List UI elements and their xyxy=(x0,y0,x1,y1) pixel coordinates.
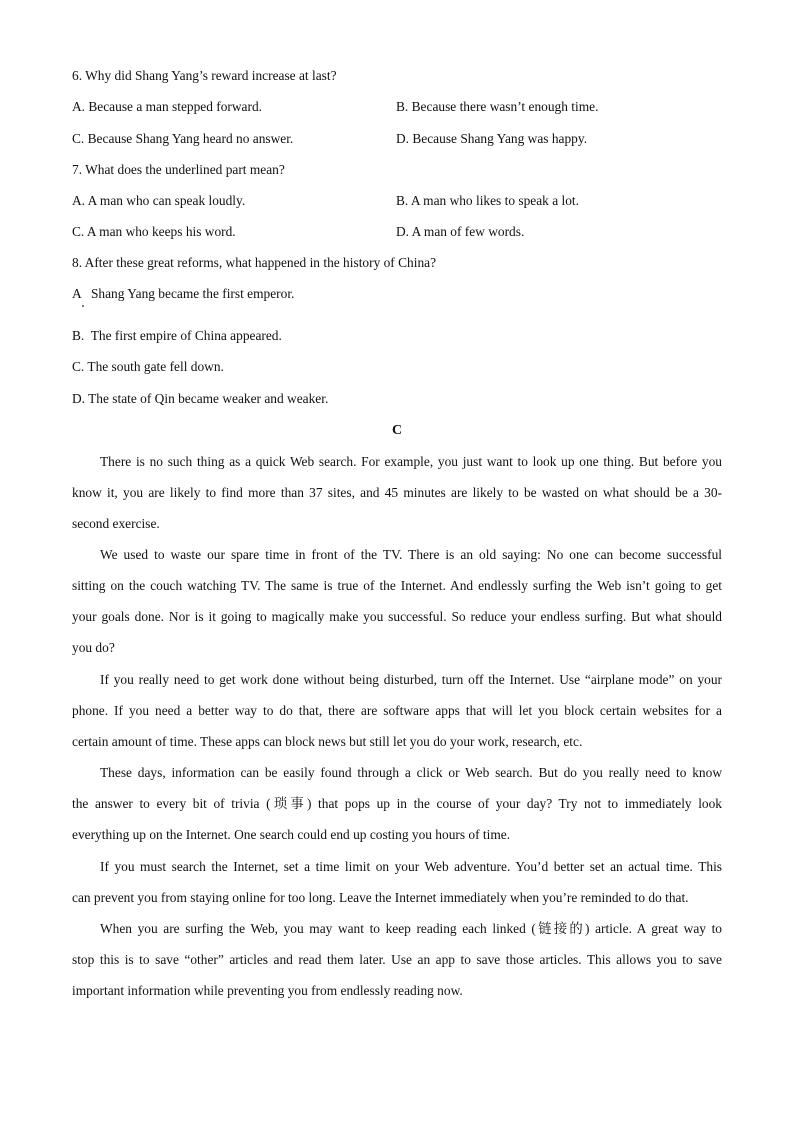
question-6-option-b: B. Because there wasn’t enough time. xyxy=(396,99,599,114)
passage-paragraph-1 xyxy=(72,446,722,539)
paragraph-line: your goals done. Nor is it going to magically make you successful. So reduce your endless surfing. But what should xyxy=(72,609,722,625)
paragraph-line: important information while preventing you from endlessly reading now. xyxy=(72,983,463,999)
paragraph-line: phone. If you need a better way to do that, there are software apps that will let you block certain websites for a xyxy=(72,703,722,719)
question-8-option-d: D. The state of Qin became weaker and weaker. xyxy=(72,391,329,406)
passage-paragraph-4 xyxy=(72,757,722,850)
question-8-option-c: C. The south gate fell down. xyxy=(72,359,224,374)
passage-paragraph-3 xyxy=(72,664,722,757)
paragraph-line: certain amount of time. These apps can block news but still let you do your work, research, etc. xyxy=(72,734,583,750)
paragraph-line: These days, information can be easily found through a click or Web search. But do you really need to know xyxy=(100,765,722,780)
paragraph-line: can prevent you from staying online for too long. Leave the Internet immediately when you’re reminded to do that. xyxy=(72,890,689,906)
paragraph-line: If you really need to get work done without being disturbed, turn off the Internet. Use “airplane mode” on your xyxy=(100,672,722,687)
paragraph-line: second exercise. xyxy=(72,516,160,532)
paragraph-line: There is no such thing as a quick Web search. For example, you just want to look up one thing. But before you xyxy=(100,454,722,469)
paragraph-line: When you are surfing the Web, you may want to keep reading each linked (链接的) article. A great way to xyxy=(100,921,722,936)
passage-paragraph-6 xyxy=(72,913,722,1006)
stray-dot-mark xyxy=(82,305,84,307)
question-7-option-d: D. A man of few words. xyxy=(396,224,525,239)
question-7-stem: 7. What does the underlined part mean? xyxy=(72,162,285,177)
question-7-option-b: B. A man who likes to speak a lot. xyxy=(396,193,579,208)
paragraph-line: stop this is to save “other” articles and read them later. Use an app to save those articles. This allows you to save xyxy=(72,952,722,968)
question-6-option-a: A. Because a man stepped forward. xyxy=(72,99,262,114)
paragraph-line: We used to waste our spare time in front of the TV. There is an old saying: No one can become successful xyxy=(100,547,722,562)
question-7-option-c: C. A man who keeps his word. xyxy=(72,224,236,239)
section-heading: C xyxy=(391,423,403,438)
question-6-option-c: C. Because Shang Yang heard no answer. xyxy=(72,131,294,146)
question-8-option-b: B. The first empire of China appeared. xyxy=(72,328,282,343)
paragraph-line: the answer to every bit of trivia (琐事) that pops up in the course of your day? Try not to immediately look xyxy=(72,796,722,812)
paragraph-line: If you must search the Internet, set a time limit on your Web adventure. You’d better set an actual time. This xyxy=(100,859,722,874)
paragraph-line: sitting on the couch watching TV. The same is true of the Internet. And endlessly surfing the Web isn’t going to get xyxy=(72,578,722,594)
paragraph-line: you do? xyxy=(72,640,115,656)
passage-paragraph-5 xyxy=(72,851,722,913)
question-6-option-d: D. Because Shang Yang was happy. xyxy=(396,131,588,146)
paragraph-line: know it, you are likely to find more than 37 sites, and 45 minutes are likely to be wasted on what should be a 30- xyxy=(72,485,722,501)
question-7-option-a: A. A man who can speak loudly. xyxy=(72,193,246,208)
question-6-stem: 6. Why did Shang Yang’s reward increase at last? xyxy=(72,68,337,83)
question-8-stem: 8. After these great reforms, what happened in the history of China? xyxy=(72,255,437,270)
question-8-option-a: A Shang Yang became the first emperor. xyxy=(72,286,295,301)
paragraph-line: everything up on the Internet. One search could end up costing you hours of time. xyxy=(72,827,511,843)
passage-paragraph-2 xyxy=(72,539,722,663)
